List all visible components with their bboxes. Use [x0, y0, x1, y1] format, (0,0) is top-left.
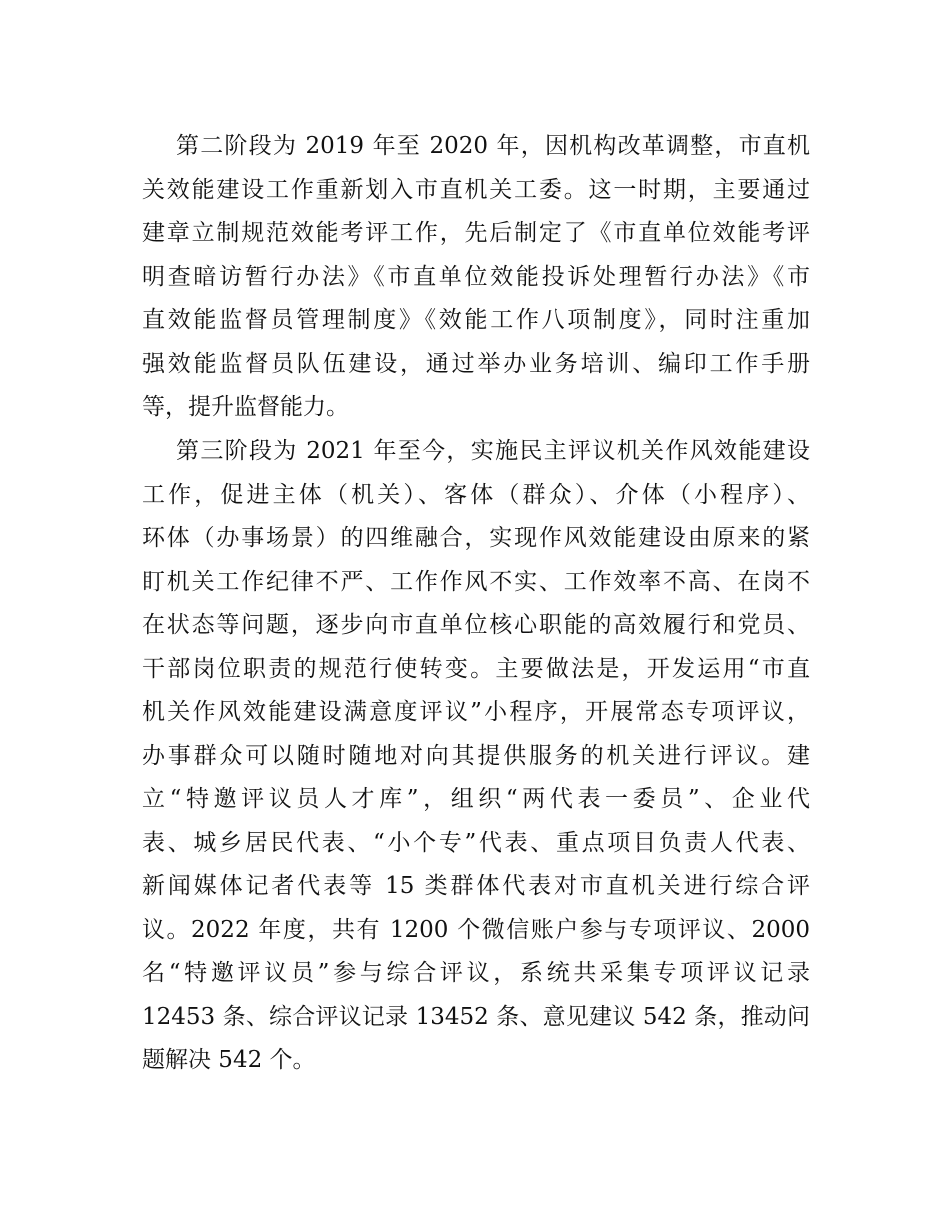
- text-line: 在状态等问题，逐步向市直单位核心职能的高效履行和党员、: [142, 612, 810, 638]
- text-line: 机关作风效能建设满意度评议”小程序，开展常态专项评议，: [142, 699, 810, 725]
- text-line: 建章立制规范效能考评工作，先后制定了《市直单位效能考评: [142, 220, 810, 246]
- text-line: 题解决 542 个。: [142, 1047, 316, 1073]
- text-line: 办事群众可以随时随地对向其提供服务的机关进行评议。建: [142, 742, 810, 769]
- text-line: 12453 条、综合评议记录 13452 条、意见建议 542 条，推动问: [142, 1003, 810, 1030]
- text-line: 表、城乡居民代表、“小个专”代表、重点项目负责人代表、: [142, 829, 810, 856]
- text-line: 第三阶段为 2021 年至今，实施民主评议机关作风效能建设: [176, 438, 810, 464]
- text-line: 新闻媒体记者代表等 15 类群体代表对市直机关进行综合评: [142, 873, 810, 899]
- text-line: 明查暗访暂行办法》《市直单位效能投诉处理暂行办法》《市: [142, 263, 810, 290]
- text-line: 等，提升监督能力。: [142, 394, 349, 420]
- text-line: 立“特邀评议员人才库”，组织“两代表一委员”、企业代: [142, 786, 810, 812]
- text-line: 关效能建设工作重新划入市直机关工委。这一时期，主要通过: [142, 176, 810, 203]
- paragraph-stage-three: [142, 430, 810, 1083]
- text-line: 环体（办事场景）的四维融合，实现作风效能建设由原来的紧: [142, 525, 810, 551]
- text-line: 盯机关工作纪律不严、工作作风不实、工作效率不高、在岗不: [142, 568, 810, 595]
- text-line: 名“特邀评议员”参与综合评议，系统共采集专项评议记录: [142, 960, 810, 986]
- text-line: 议。2022 年度，共有 1200 个微信账户参与专项评议、2000: [142, 916, 810, 943]
- text-line: 强效能监督员队伍建设，通过举办业务培训、编印工作手册: [142, 350, 810, 377]
- text-line: 干部岗位职责的规范行使转变。主要做法是，开发运用“市直: [142, 655, 810, 682]
- text-line: 第二阶段为 2019 年至 2020 年，因机构改革调整，市直机: [176, 133, 810, 159]
- paragraph-stage-two: [142, 125, 810, 430]
- text-line: 直效能监督员管理制度》《效能工作八项制度》，同时注重加: [142, 307, 810, 333]
- text-line: 工作，促进主体（机关）、客体（群众）、介体（小程序）、: [142, 481, 810, 508]
